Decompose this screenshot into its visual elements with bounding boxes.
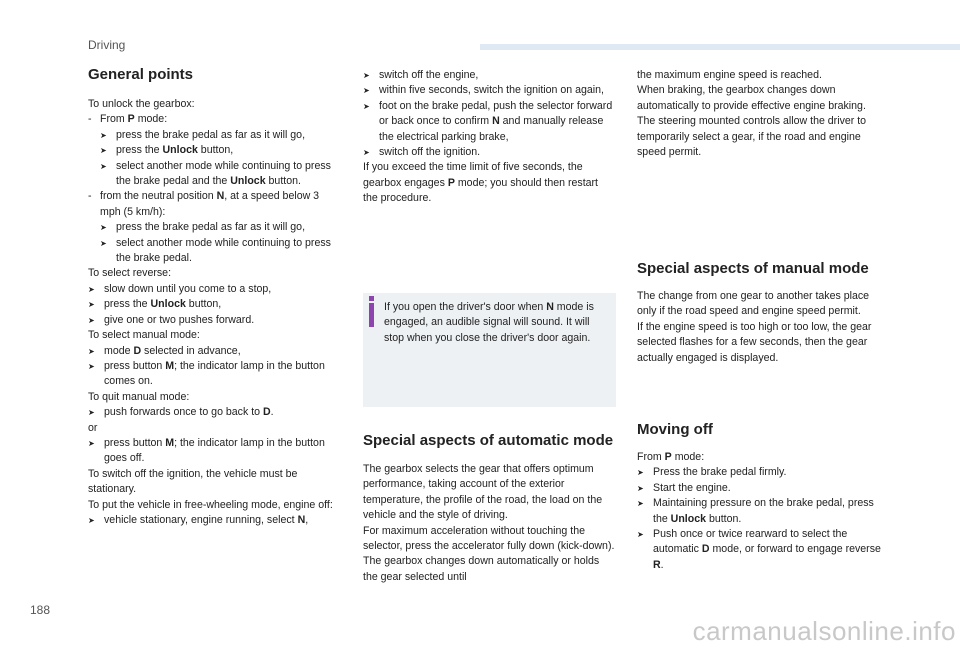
from-p-mode: - From P mode: <box>88 112 338 127</box>
info-text: If you open the driver's door when N mode is engaged, an audible signal will sound. It will stop when you close the driver's door again. <box>384 301 594 344</box>
time-limit-text: If you exceed the time limit of five seconds, the gearbox engages P mode; you should then restart the procedure. <box>363 161 601 205</box>
quit-step-2: ➤ press button M; the indicator lamp in the button goes off. <box>88 436 338 467</box>
manual-step-1: ➤ mode D selected in advance, <box>88 344 338 359</box>
watermark: carmanualsonline.info <box>692 616 956 646</box>
unlock-intro: To unlock the gearbox: <box>88 98 195 110</box>
switch-off-text: To switch off the ignition, the vehicle must be stationary. <box>88 467 301 496</box>
moving-off-section <box>637 421 887 573</box>
fw-step-3: ➤ within five seconds, switch the ignition on again, <box>363 83 615 98</box>
fw-step-2: ➤ switch off the engine, <box>363 68 615 83</box>
general-points-title: General points <box>88 66 194 83</box>
automatic-section <box>363 432 618 585</box>
p-step-3: ➤ select another mode while continuing to press the brake pedal and the Unlock button. <box>100 159 338 190</box>
manual-step-2: ➤ press button M; the indicator lamp in the button comes on. <box>88 359 338 390</box>
n-step-1: ➤ press the brake pedal as far as it will go, <box>100 220 338 235</box>
header-bar <box>480 44 960 50</box>
continued-text-3: The steering mounted controls allow the driver to temporarily select a gear, if the road and engine speed permit. <box>637 115 870 159</box>
fw-step-5: ➤ switch off the ignition. <box>363 145 615 160</box>
moving-step-1: ➤ Press the brake pedal firmly. <box>637 465 887 480</box>
automatic-mode-title: Special aspects of automatic mode <box>363 432 614 449</box>
or-text: or <box>88 421 98 434</box>
section-header: Driving <box>88 38 126 52</box>
reverse-step-2: ➤ press the Unlock button, <box>88 297 338 312</box>
automatic-mode-text: The gearbox selects the gear that offers optimum performance, taking account of the exterior temperature, the profile of the road, the load on the vehicle and the style of driving. <box>363 463 606 522</box>
page-number: 188 <box>30 603 51 617</box>
quit-step-1: ➤ push forwards once to go back to D. <box>88 405 338 420</box>
moving-off-title: Moving off <box>637 421 713 438</box>
manual-mode-text-1: The change from one gear to another takes place only if the road speed and engine speed permit. <box>637 290 872 318</box>
max-acceleration-text: For maximum acceleration without touching the selector, press the accelerator fully down (kick-down). The gearbox changes down automatically or holds the gear selected until <box>363 524 618 583</box>
manual-intro: To select manual mode: <box>88 329 200 342</box>
p-step-2: ➤ press the Unlock button, <box>100 143 338 158</box>
manual-mode-text-2: If the engine speed is too high or too low, the gear selected flashes for a few seconds, then the gear actually engaged is displayed. <box>637 320 875 364</box>
moving-from-p: From P mode: <box>637 451 705 463</box>
quit-manual-intro: To quit manual mode: <box>88 390 190 403</box>
p-step-1: ➤ press the brake pedal as far as it will go, <box>100 128 338 143</box>
reverse-step-3: ➤ give one or two pushes forward. <box>88 313 338 328</box>
reverse-step-1: ➤ slow down until you come to a stop, <box>88 282 338 297</box>
freewheel-text: To put the vehicle in free-wheeling mode, engine off: <box>88 498 333 511</box>
from-n-position: - from the neutral position N, at a speed below 3 mph (5 km/h): <box>88 189 338 220</box>
info-icon <box>369 303 374 327</box>
reverse-intro: To select reverse: <box>88 267 172 280</box>
info-box <box>363 293 616 407</box>
continued-text-2: When braking, the gearbox changes down automatically to provide effective engine braking. <box>637 84 866 112</box>
moving-step-2: ➤ Start the engine. <box>637 481 887 496</box>
fw-step-4: ➤ foot on the brake pedal, push the selector forward or back once to confirm N and manually release the electrical parking brake, <box>363 99 615 145</box>
manual-mode-title: Special aspects of manual mode <box>637 260 869 277</box>
n-step-2: ➤ select another mode while continuing to press the brake pedal. <box>100 236 338 267</box>
column-3 <box>637 68 887 160</box>
moving-step-4: ➤ Push once or twice rearward to select the automatic D mode, or forward to engage reverse R. <box>637 527 887 573</box>
column-1 <box>88 66 338 528</box>
manual-section <box>637 260 887 366</box>
moving-step-3: ➤ Maintaining pressure on the brake pedal, press the Unlock button. <box>637 496 887 527</box>
continued-text-1: the maximum engine speed is reached. <box>637 69 822 81</box>
freewheel-step-1: ➤ vehicle stationary, engine running, select N, <box>88 513 338 528</box>
column-2 <box>363 68 615 207</box>
